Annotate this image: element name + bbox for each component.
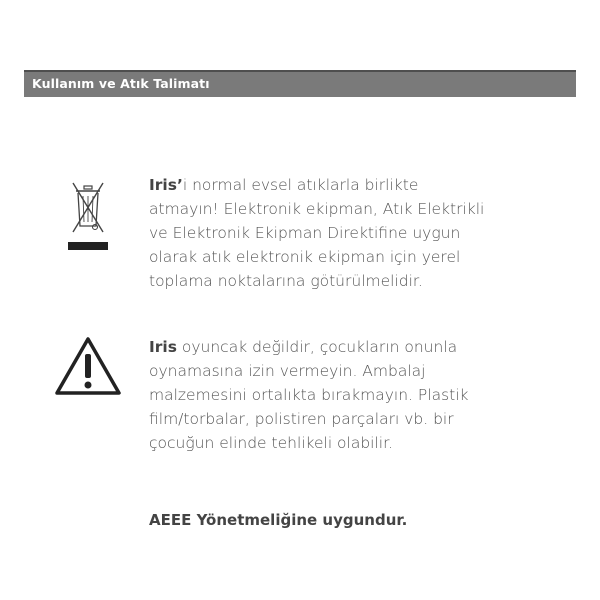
text-line xyxy=(149,335,559,359)
warning-triangle-icon xyxy=(54,336,122,396)
brand-name: Iris’ xyxy=(149,176,183,194)
compliance-note: AEEE Yönetmeliğine uygundur. xyxy=(149,511,408,529)
text-fragment: oyuncak değildir, çocukların onunla xyxy=(176,338,458,356)
text-line: oynamasına izin vermeyin. Ambalaj xyxy=(149,362,426,380)
weee-disposal-text xyxy=(149,173,559,293)
text-line: malzemesini ortalıkta bırakmayın. Plastik xyxy=(149,386,469,404)
text-line: toplama noktalarına götürülmelidir. xyxy=(149,272,423,290)
text-line: olarak atık elektronik ekipman için yerel xyxy=(149,248,461,266)
section-title: Kullanım ve Atık Talimatı xyxy=(32,76,210,91)
text-line xyxy=(149,173,559,197)
text-line: atmayın! Elektronik ekipman, Atık Elektrikli xyxy=(149,200,485,218)
text-fragment: i normal evsel atıklarla birlikte xyxy=(182,176,419,194)
text-line: ve Elektronik Ekipman Direktifine uygun xyxy=(149,224,461,242)
text-line: film/torbalar, polistiren parçaları vb. bir xyxy=(149,410,454,428)
text-line: çocuğun elinde tehlikeli olabilir. xyxy=(149,434,393,452)
section-header-bar xyxy=(24,70,576,97)
warning-text xyxy=(149,335,559,455)
weee-crossed-bin-icon xyxy=(66,180,110,254)
brand-name: Iris xyxy=(149,338,177,356)
